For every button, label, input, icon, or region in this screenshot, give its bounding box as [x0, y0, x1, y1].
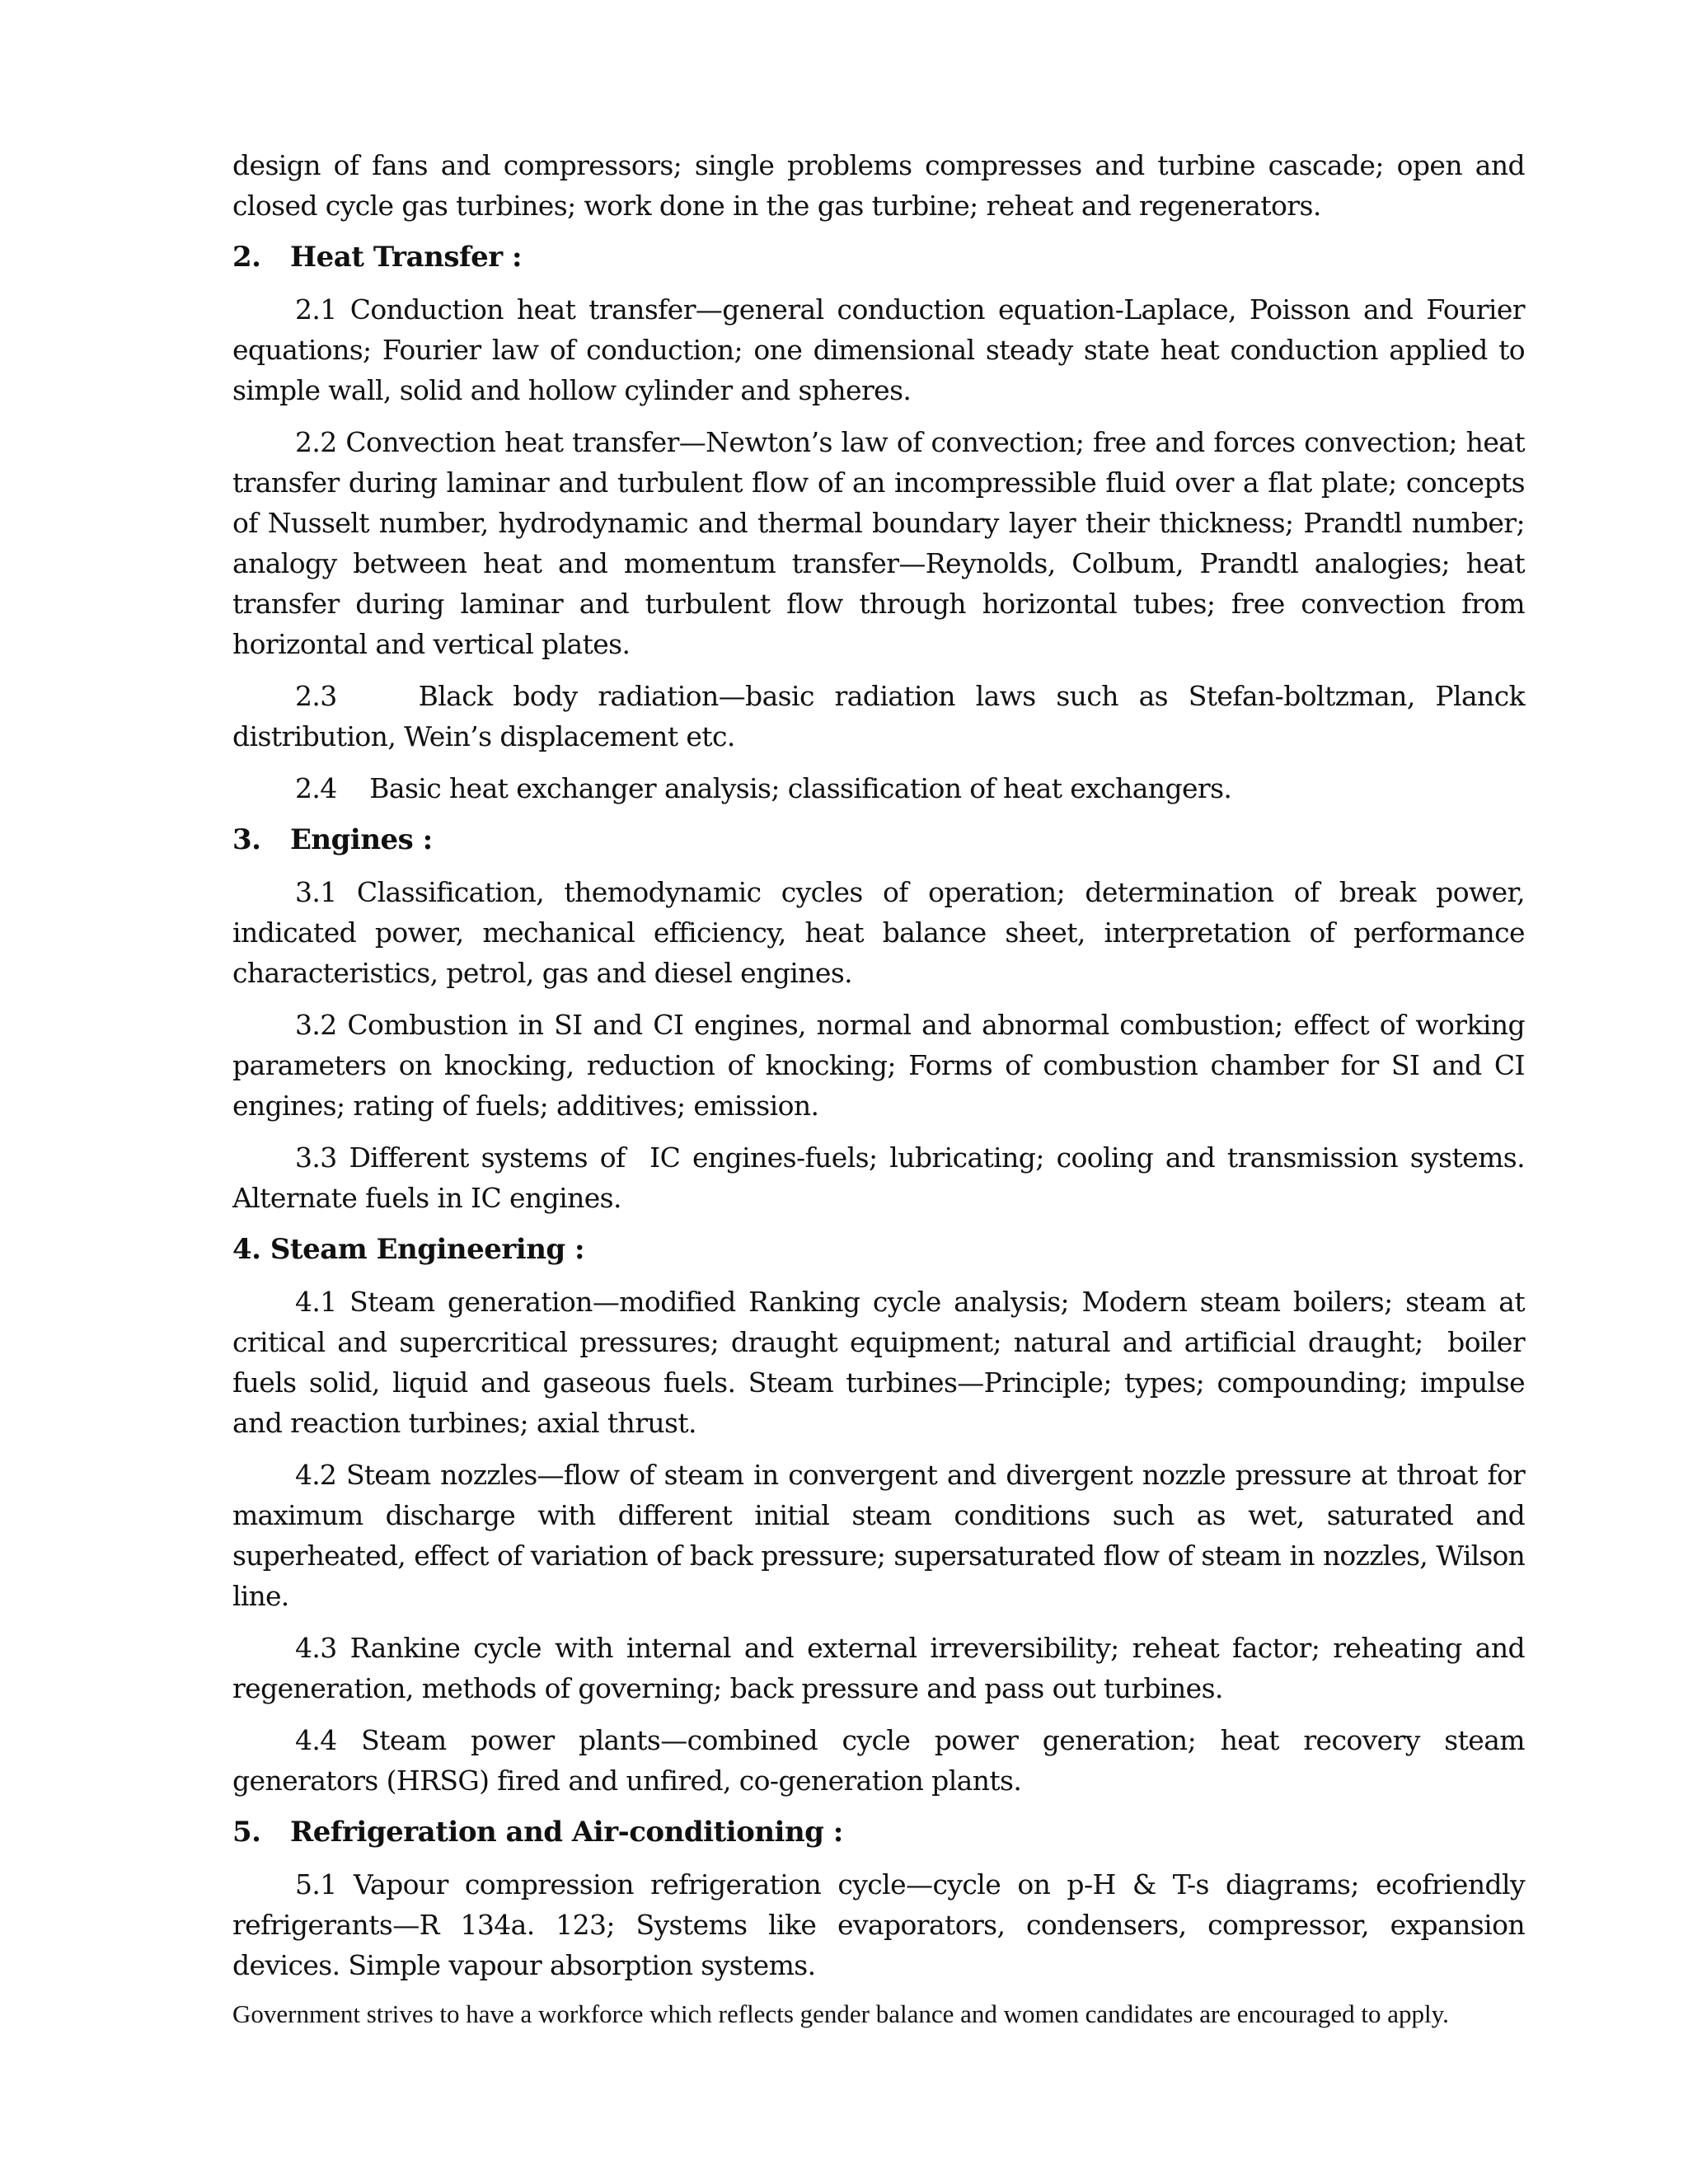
section-title: Engines : [290, 823, 433, 856]
subsection-paragraph: 2.1 Conduction heat transfer—general conduction equation-Laplace, Poisson and Fourier equations; Fourier law of conduction; one dimensional steady state heat conduction applied to simple wall, solid and hollow cylinder and spheres. [232, 293, 1525, 406]
section-heat-transfer [232, 237, 1533, 808]
section-heading [232, 820, 1525, 860]
section-heading [232, 1230, 1525, 1270]
section-steam-engineering [232, 1230, 1533, 1801]
section-engines [232, 820, 1533, 1218]
subsection-paragraph: 5.1 Vapour compression refrigeration cycle—cycle on p-H & T-s diagrams; ecofriendly refrigerants—R 134a. 123; Systems like evaporators, condensers, compressor, expansion devices. Simple vapour absorption systems. [232, 1868, 1525, 1981]
document-body [232, 145, 1533, 1997]
subsection-paragraph: 2.3 Black body radiation—basic radiation laws such as Stefan-boltzman, Planck distribution, Wein’s displacement etc. [232, 680, 1533, 752]
subsection-paragraph: 2.2 Convection heat transfer—Newton’s law of convection; free and forces convection; heat transfer during laminar and turbulent flow of an incompressible fluid over a flat plate; concepts of Nusselt number, hydrodynamic and thermal boundary layer their thickness; Prandtl number; analogy between heat and momentum transfer—Reynolds, Colbum, Prandtl analogies; heat transfer during laminar and turbulent flow through horizontal tubes; free convection from horizontal and vertical plates. [232, 426, 1525, 660]
section-number: 2. [232, 241, 261, 274]
subsection-paragraph: 3.2 Combustion in SI and CI engines, normal and abnormal combustion; effect of working parameters on knocking, reduction of knocking; Forms of combustion chamber for SI and CI engines; rating of fuels; additives; emission. [232, 1009, 1525, 1122]
section-refrigeration [232, 1812, 1525, 1985]
section-title: Refrigeration and Air-conditioning : [290, 1816, 843, 1849]
section-number: 3. [232, 823, 261, 856]
intro-paragraph: design of fans and compressors; single problems compresses and turbine cascade; open and closed cycle gas turbines; work done in the gas turbine; reheat and regenerators. [232, 149, 1525, 222]
section-title: Heat Transfer : [290, 241, 523, 274]
subsection-paragraph: 4.1 Steam generation—modified Ranking cycle analysis; Modern steam boilers; steam at critical and supercritical pressures; draught equipment; natural and artificial draught; boiler fuels solid, liquid and gaseous fuels. Steam turbines—Principle; types; compounding; impulse and reaction turbines; axial thrust. [232, 1286, 1533, 1439]
section-heading [232, 237, 1525, 278]
subsection-paragraph: 4.3 Rankine cycle with internal and external irreversibility; reheat factor; reheating and regeneration, methods of governing; back pressure and pass out turbines. [232, 1632, 1525, 1704]
subsection-paragraph: 3.3 Different systems of IC engines-fuels; lubricating; cooling and transmission systems. Alternate fuels in IC engines. [232, 1141, 1533, 1214]
subsection-paragraph: 4.2 Steam nozzles—flow of steam in convergent and divergent nozzle pressure at throat for maximum discharge with different initial steam conditions such as wet, saturated and superheated, effect of variation of back pressure; supersaturated flow of steam in nozzles, Wilson line. [232, 1459, 1525, 1612]
subsection-paragraph: 4.4 Steam power plants—combined cycle power generation; heat recovery steam generators (HRSG) fired and unfired, co-generation plants. [232, 1724, 1525, 1797]
section-heading [232, 1812, 1525, 1853]
section-title: 4. Steam Engineering : [232, 1233, 585, 1266]
footer-note: Government strives to have a workforce which reflects gender balance and women candidates are encouraged to apply. [232, 1999, 1449, 2028]
subsection-paragraph: 3.1 Classification, themodynamic cycles of operation; determination of break power, indicated power, mechanical efficiency, heat balance sheet, interpretation of performance characteristics, petrol, gas and diesel engines. [232, 876, 1525, 989]
section-number: 5. [232, 1816, 261, 1849]
subsection-paragraph: 2.4 Basic heat exchanger analysis; classification of heat exchangers. [295, 772, 1232, 804]
